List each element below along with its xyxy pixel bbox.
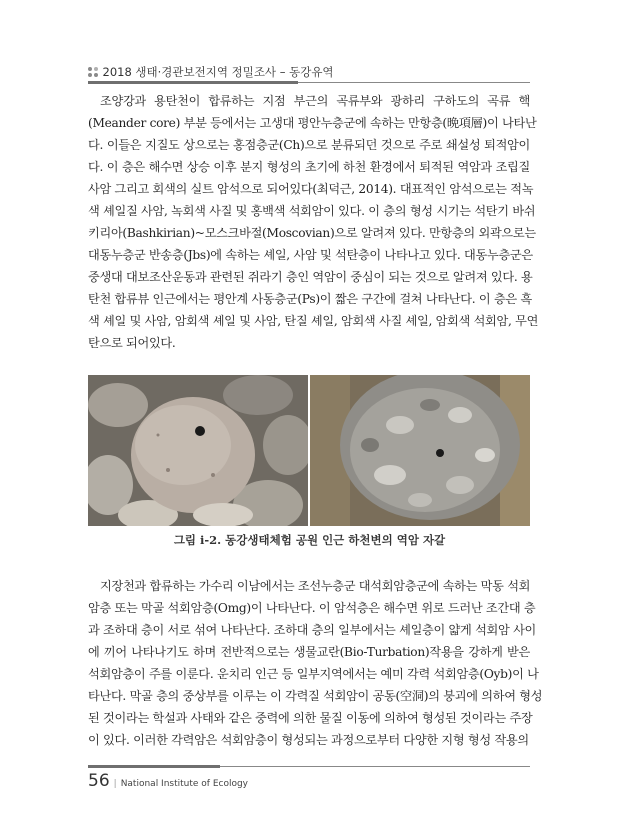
- footer-rule: [88, 766, 530, 767]
- text-line: 사암 그리고 회색의 실트 암석으로 되어있다(최덕근, 2014). 대표적인 암석으로는 적녹: [88, 182, 534, 196]
- text-line: 탄천 합류뷰 인근에서는 평안계 사동층군(Ps)이 짧은 구간에 걸쳐 나타난다. 이 층은 흑: [88, 292, 532, 306]
- text-line: 이 있다. 이러한 각력암은 석회암층이 형성되는 과정으로부터 다양한 지형 형성 작용의: [88, 733, 529, 747]
- bullet-dots-icon: [88, 67, 98, 77]
- body-paragraph-2: [88, 575, 543, 751]
- figure-photos: [88, 375, 530, 526]
- text-line: 다. 이들은 지질도 상으로는 홍점층군(Ch)으로 분류되던 것으로 주로 쇄설성 퇴적암이: [88, 138, 530, 152]
- text-line: 색 셰일 및 사암, 암회색 셰일 및 사암, 탄질 셰일, 암회색 사질 셰일, 암회색 석회암, 무연: [88, 314, 539, 328]
- figure-caption: 그림 i-2. 동강생태체험 공원 인근 하천변의 역암 자갈: [173, 533, 446, 547]
- body-paragraph-1: [88, 90, 539, 354]
- page-footer: [88, 771, 248, 791]
- text-line: 지장천과 합류하는 가수리 이남에서는 조선누층군 대석회암층군에 속하는 막동 석회: [100, 579, 531, 593]
- text-line: 중생대 대보조산운동과 관련된 쥐라기 층인 역암이 중심이 되는 것으로 알려져 있다. 용: [88, 270, 533, 284]
- text-line: 에 끼어 나타나기도 하며 전반적으로는 생물교란(Bio-Turbation)작용을 강하게 받은: [88, 645, 530, 659]
- publisher-name: National Institute of Ecology: [120, 779, 249, 789]
- text-line: 대동누층군 반송층(Jbs)에 속하는 셰일, 사암 및 석탄층이 나타나고 있다. 대동누층군은: [88, 248, 533, 262]
- text-line: 다. 이 층은 해수면 상승 이후 분지 형성의 초기에 하천 환경에서 퇴적된 역암과 조립질: [88, 160, 530, 174]
- text-line: (Meander core) 부분 등에서는 고생대 평안누층군에 속하는 만항층(晩項層)이 나타난: [88, 116, 537, 130]
- text-line: 석회암층이 주를 이룬다. 운치리 인근 등 일부지역에서는 예미 각력 석회암층(Oyb)이 나: [88, 667, 539, 681]
- text-line: 조양강과 용탄천이 합류하는 지점 부근의 곡류부와 광하리 구하도의 곡류 핵: [100, 94, 530, 108]
- text-line: 타난다. 막골 층의 중상부를 이루는 이 각력질 석회암이 공동(空洞)의 붕괴에 의하여 형성: [88, 689, 543, 703]
- running-header: [88, 64, 334, 80]
- page-number: 56: [88, 771, 110, 791]
- text-line: 암층 또는 막골 석회암층(Omg)이 나타난다. 이 암석층은 해수면 위로 드러난 조간대 층: [88, 601, 536, 615]
- footer-separator: |: [113, 779, 117, 789]
- text-line: 색 셰일질 사암, 녹회색 사질 및 홍백색 석회암이 있다. 이 층의 형성 시기는 석탄기 바쉬: [88, 204, 536, 218]
- conglomerate-boulder-photo-left: [88, 375, 308, 526]
- text-line: 된 것이라는 학설과 사태와 같은 중력에 의한 물질 이동에 의하여 형성된 것이라는 주장: [88, 711, 533, 725]
- header-rule: [88, 82, 530, 83]
- text-line: 탄으로 되어있다.: [88, 336, 176, 350]
- conglomerate-boulder-photo-right: [310, 375, 530, 526]
- text-line: 키리아(Bashkirian)~모스크바절(Moscovian)으로 알려져 있다. 만항층의 외곽으로는: [88, 226, 536, 240]
- header-title: 2018 생태·경관보전지역 정밀조사 – 동강유역: [102, 65, 334, 79]
- text-line: 과 조하대 층이 서로 섞여 나타난다. 조하대 층의 일부에서는 셰일층이 얇게 석회암 사이: [88, 623, 537, 637]
